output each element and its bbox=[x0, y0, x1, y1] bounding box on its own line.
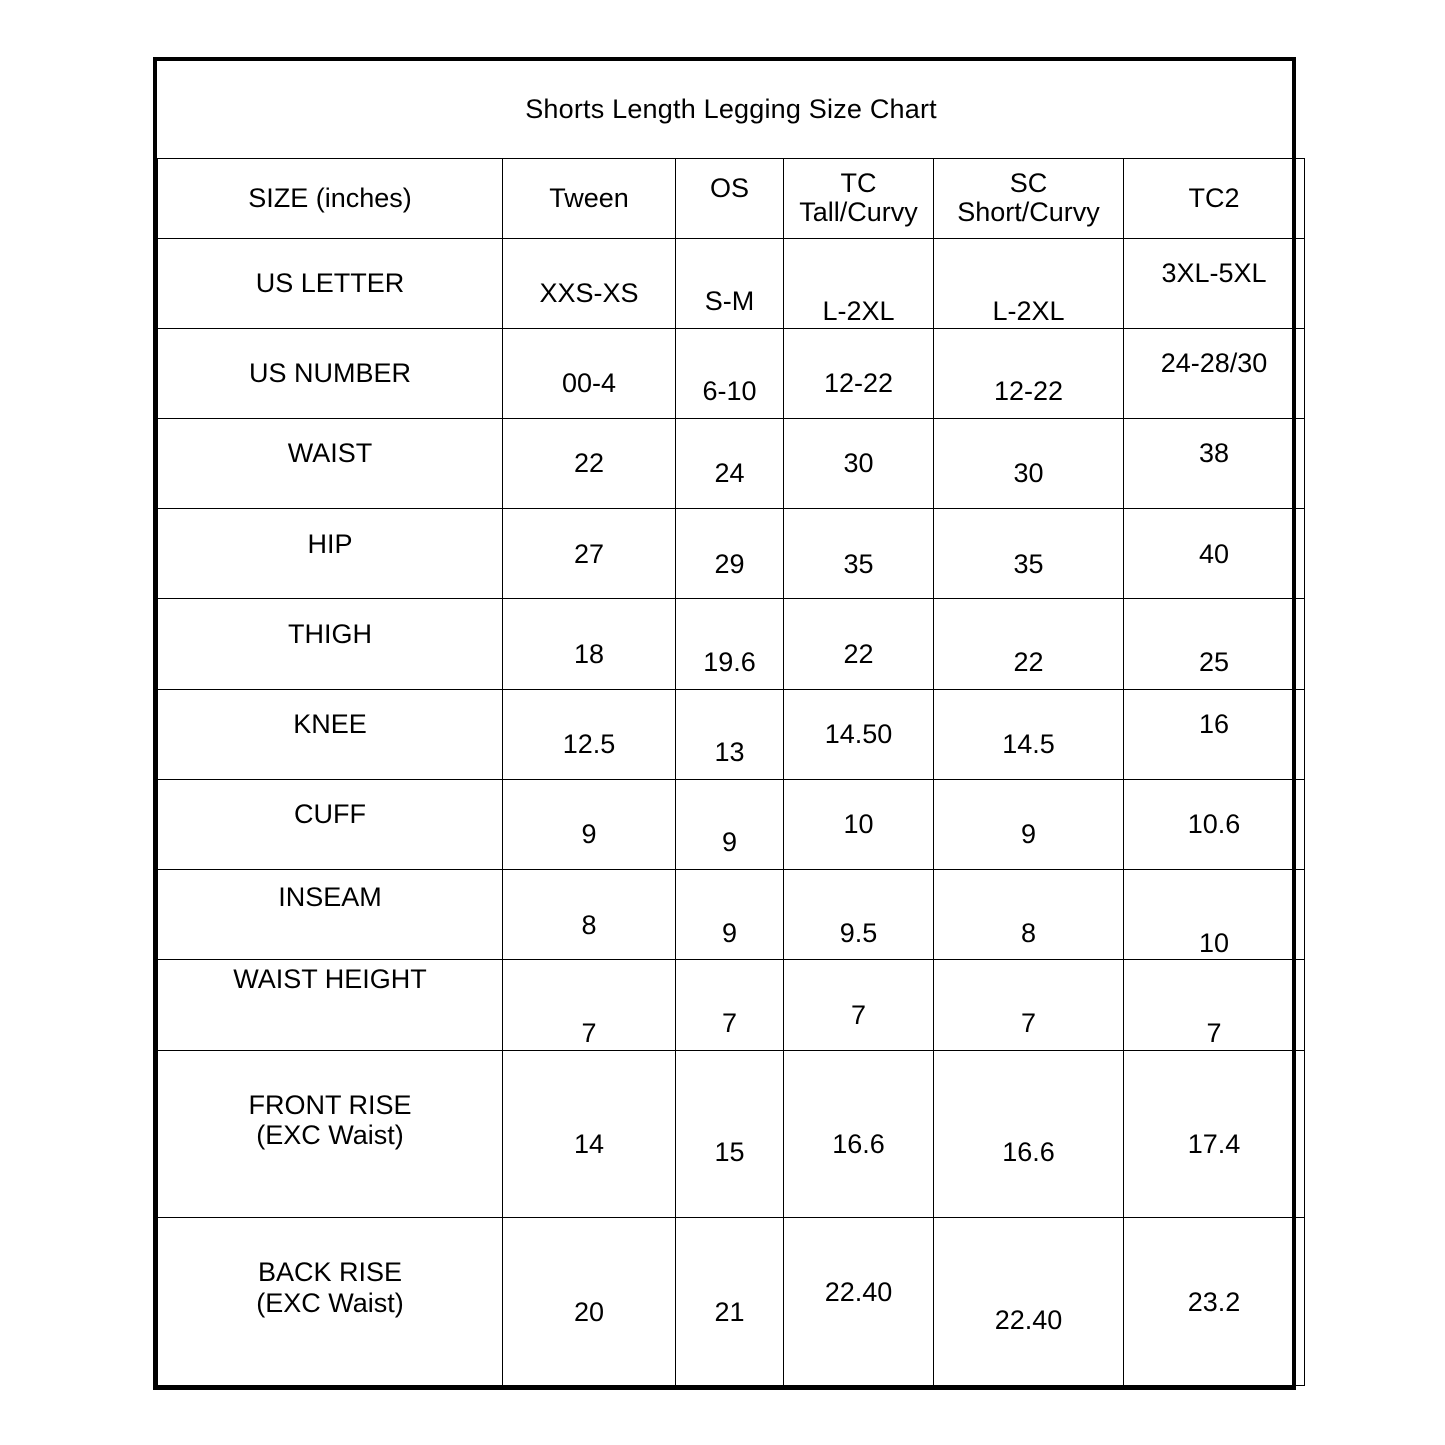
row-label-us-number: US NUMBER bbox=[158, 328, 503, 418]
header-os bbox=[676, 158, 784, 238]
cell-back-rise-tc: 22.40 bbox=[784, 1218, 934, 1386]
cell-knee-tc: 14.50 bbox=[784, 689, 934, 779]
row-label-waist: WAIST bbox=[158, 418, 503, 508]
header-tc bbox=[784, 158, 934, 238]
header-sc-sublabel: Short/Curvy bbox=[957, 197, 1100, 227]
cell-us-number-tc: 12-22 bbox=[784, 328, 934, 418]
table-row bbox=[158, 870, 1305, 960]
header-sc-label: SC bbox=[1009, 167, 1048, 198]
cell-back-rise-os: 21 bbox=[676, 1218, 784, 1386]
table-row bbox=[158, 779, 1305, 869]
cell-us-number-tc2: 24-28/30 bbox=[1124, 328, 1305, 418]
header-tween-label: Tween bbox=[549, 182, 629, 213]
cell-us-letter-os: S-M bbox=[676, 238, 784, 328]
cell-waist-tween: 22 bbox=[503, 418, 676, 508]
cell-hip-tc2: 40 bbox=[1124, 509, 1305, 599]
cell-us-number-tween: 00-4 bbox=[503, 328, 676, 418]
table-row bbox=[158, 238, 1305, 328]
row-label-waist-height: WAIST HEIGHT bbox=[158, 960, 503, 1050]
cell-hip-os: 29 bbox=[676, 509, 784, 599]
cell-waist-height-tween: 7 bbox=[503, 960, 676, 1050]
row-label-us-letter: US LETTER bbox=[158, 238, 503, 328]
cell-knee-tc2: 16 bbox=[1124, 689, 1305, 779]
cell-inseam-tween: 8 bbox=[503, 870, 676, 960]
header-size-inches-label: SIZE (inches) bbox=[248, 182, 412, 213]
cell-knee-os: 13 bbox=[676, 689, 784, 779]
cell-waist-tc2: 38 bbox=[1124, 418, 1305, 508]
table-row bbox=[158, 960, 1305, 1050]
row-label-front-rise bbox=[158, 1050, 503, 1218]
cell-thigh-tween: 18 bbox=[503, 599, 676, 689]
table-row bbox=[158, 1218, 1305, 1386]
table-row bbox=[158, 599, 1305, 689]
cell-back-rise-tc2: 23.2 bbox=[1124, 1218, 1305, 1386]
size-chart-table bbox=[157, 61, 1305, 1386]
header-os-label: OS bbox=[709, 172, 749, 203]
cell-inseam-tc: 9.5 bbox=[784, 870, 934, 960]
cell-inseam-sc: 8 bbox=[934, 870, 1124, 960]
cell-front-rise-tc2: 17.4 bbox=[1124, 1050, 1305, 1218]
header-tc-sublabel: Tall/Curvy bbox=[799, 197, 918, 227]
cell-us-letter-tc: L-2XL bbox=[784, 238, 934, 328]
cell-hip-tween: 27 bbox=[503, 509, 676, 599]
cell-thigh-tc2: 25 bbox=[1124, 599, 1305, 689]
cell-us-number-sc: 12-22 bbox=[934, 328, 1124, 418]
cell-waist-sc: 30 bbox=[934, 418, 1124, 508]
cell-thigh-tc: 22 bbox=[784, 599, 934, 689]
cell-inseam-os: 9 bbox=[676, 870, 784, 960]
cell-front-rise-tc: 16.6 bbox=[784, 1050, 934, 1218]
cell-us-number-os: 6-10 bbox=[676, 328, 784, 418]
cell-us-letter-tween: XXS-XS bbox=[503, 238, 676, 328]
row-label-front-rise-line1: FRONT RISE bbox=[248, 1089, 412, 1120]
table-row bbox=[158, 509, 1305, 599]
page-title: Shorts Length Legging Size Chart bbox=[158, 61, 1305, 158]
cell-us-letter-sc: L-2XL bbox=[934, 238, 1124, 328]
table-row bbox=[158, 418, 1305, 508]
cell-thigh-os: 19.6 bbox=[676, 599, 784, 689]
cell-cuff-tween: 9 bbox=[503, 779, 676, 869]
header-size-inches bbox=[158, 158, 503, 238]
row-label-back-rise bbox=[158, 1218, 503, 1386]
cell-waist-tc: 30 bbox=[784, 418, 934, 508]
cell-front-rise-sc: 16.6 bbox=[934, 1050, 1124, 1218]
title-row bbox=[158, 61, 1305, 158]
cell-waist-height-os: 7 bbox=[676, 960, 784, 1050]
row-label-inseam: INSEAM bbox=[158, 870, 503, 960]
row-label-front-rise-line2: (EXC Waist) bbox=[256, 1119, 404, 1150]
cell-thigh-sc: 22 bbox=[934, 599, 1124, 689]
cell-waist-os: 24 bbox=[676, 418, 784, 508]
header-sc bbox=[934, 158, 1124, 238]
cell-waist-height-tc2: 7 bbox=[1124, 960, 1305, 1050]
row-label-thigh: THIGH bbox=[158, 599, 503, 689]
table-row bbox=[158, 328, 1305, 418]
cell-cuff-sc: 9 bbox=[934, 779, 1124, 869]
cell-waist-height-sc: 7 bbox=[934, 960, 1124, 1050]
cell-front-rise-tween: 14 bbox=[503, 1050, 676, 1218]
row-label-back-rise-line2: (EXC Waist) bbox=[256, 1287, 404, 1318]
table-row bbox=[158, 689, 1305, 779]
table-row bbox=[158, 1050, 1305, 1218]
header-tween bbox=[503, 158, 676, 238]
cell-cuff-tc2: 10.6 bbox=[1124, 779, 1305, 869]
cell-hip-sc: 35 bbox=[934, 509, 1124, 599]
cell-back-rise-tween: 20 bbox=[503, 1218, 676, 1386]
row-label-hip: HIP bbox=[158, 509, 503, 599]
row-label-back-rise-line1: BACK RISE bbox=[257, 1257, 403, 1288]
cell-front-rise-os: 15 bbox=[676, 1050, 784, 1218]
cell-back-rise-sc: 22.40 bbox=[934, 1218, 1124, 1386]
header-tc2 bbox=[1124, 158, 1305, 238]
cell-inseam-tc2: 10 bbox=[1124, 870, 1305, 960]
size-chart-container bbox=[153, 57, 1296, 1390]
header-tc-label: TC bbox=[840, 167, 877, 198]
cell-knee-tween: 12.5 bbox=[503, 689, 676, 779]
cell-waist-height-tc: 7 bbox=[784, 960, 934, 1050]
cell-hip-tc: 35 bbox=[784, 509, 934, 599]
header-tc2-label: TC2 bbox=[1188, 182, 1240, 213]
row-label-knee: KNEE bbox=[158, 689, 503, 779]
row-label-cuff: CUFF bbox=[158, 779, 503, 869]
cell-cuff-tc: 10 bbox=[784, 779, 934, 869]
cell-knee-sc: 14.5 bbox=[934, 689, 1124, 779]
cell-cuff-os: 9 bbox=[676, 779, 784, 869]
column-header-row bbox=[158, 158, 1305, 238]
cell-us-letter-tc2: 3XL-5XL bbox=[1124, 238, 1305, 328]
